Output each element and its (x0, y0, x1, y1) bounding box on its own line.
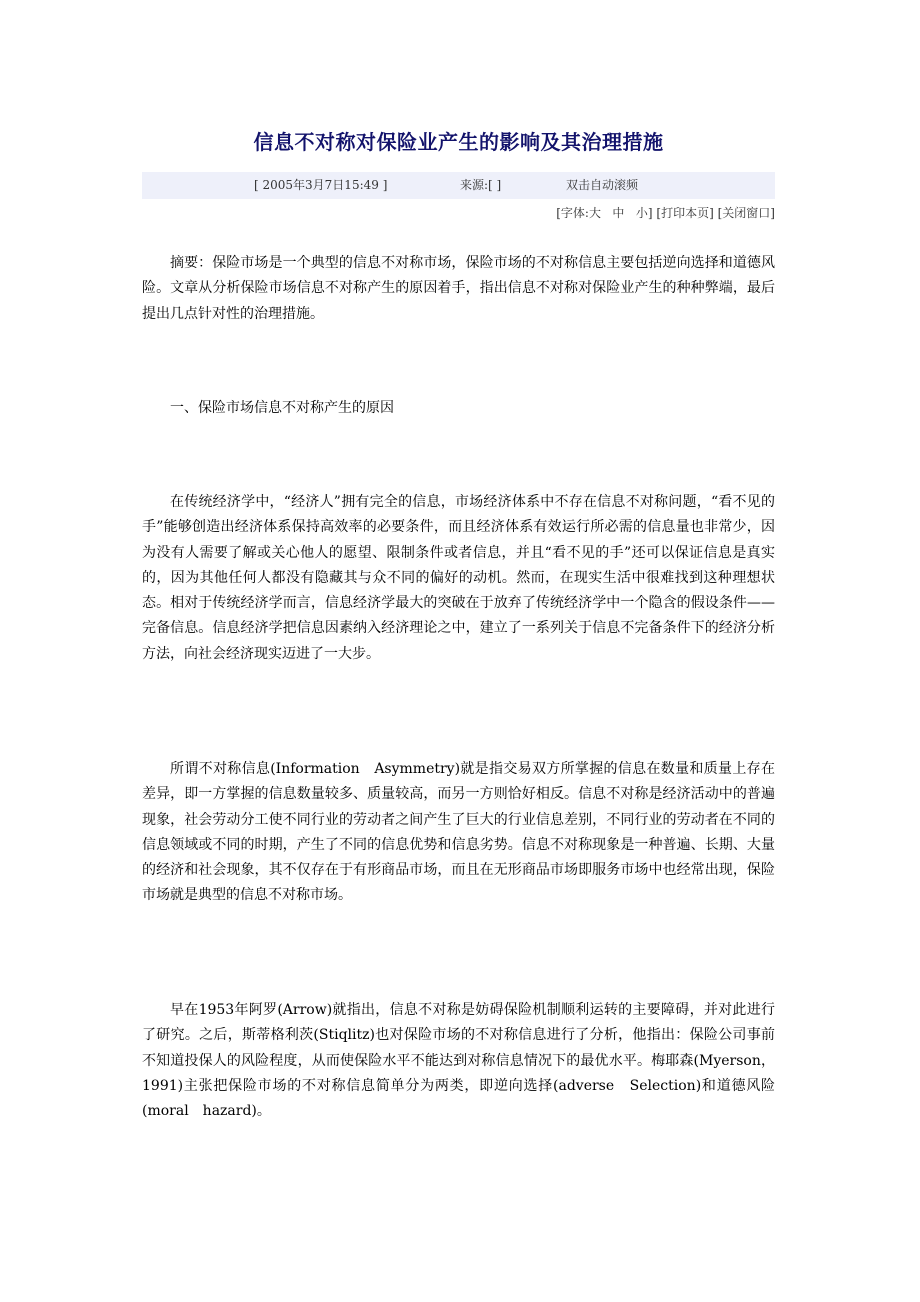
article-title: 信息不对称对保险业产生的影响及其治理措施 (253, 130, 664, 154)
font-small-link[interactable]: 小 (635, 206, 648, 220)
font-size-label: [字体: (556, 206, 589, 220)
article-source: 来源:[ ] (460, 178, 502, 192)
close-window-link[interactable]: [关闭窗口] (717, 206, 775, 220)
abstract-paragraph: 摘要：保险市场是一个典型的信息不对称市场，保险市场的不对称信息主要包括逆向选择和道德风险。文章从分析保险市场信息不对称产生的原因着手，指出信息不对称对保险业产生的种种弊端，最后提出几点针对性的治理措施。 (142, 255, 775, 322)
publish-date: [ 2005年3月7日15:49 ] (254, 178, 388, 192)
body-paragraph-3: 早在1953年阿罗(Arrow)就指出，信息不对称是妨碍保险机制顺利运转的主要障碍，并对此进行了研究。之后，斯蒂格利茨(Stiqlitz)也对保险市场的不对称信息进行了分析，他指出：保险公司事前不知道投保人的风险程度，从而使保险水平不能达到对称信息情况下的最优水平。梅耶森(Myerson，1991)主张把保险市场的不对称信息简单分为两类，即逆向选择(adverse Selection)和道德风险 (moral hazard)。 (142, 1002, 789, 1120)
font-large-link[interactable]: 大 (588, 206, 601, 220)
body-paragraph-1: 在传统经济学中，“经济人”拥有完全的信息，市场经济体系中不存在信息不对称问题，“看不见的手”能够创造出经济体系保持高效率的必要条件，而且经济体系有效运行所必需的信息量也非常少，因为没有人需要了解或关心他人的愿望、限制条件或者信息，并且“看不见的手”还可以保证信息是真实的，因为其他任何人都没有隐藏其与众不同的偏好的动机。然而，在现实生活中很难找到这种理想状态。相对于传统经济学而言，信息经济学最大的突破在于放弃了传统经济学中一个隐含的假设条件——完备信息。信息经济学把信息因素纳入经济理论之中，建立了一系列关于信息不完备条件下的经济分析方法，向社会经济现实迈进了一大步。 (142, 494, 775, 662)
font-medium-link[interactable]: 中 (612, 206, 625, 220)
print-page-link[interactable]: [打印本页] (656, 206, 714, 220)
font-size-close-bracket: ] (647, 206, 653, 220)
article-meta-bar (142, 172, 775, 199)
auto-scroll-hint[interactable]: 双击自动滚频 (566, 178, 639, 192)
body-paragraph-2: 所谓不对称信息(Information Asymmetry)就是指交易双方所掌握的信息在数量和质量上存在差异，即一方掌握的信息数量较多、质量较高，而另一方则恰好相反。信息不对称是经济活动中的普遍现象，社会劳动分工使不同行业的劳动者之间产生了巨大的行业信息差别，不同行业的劳动者在不同的信息领域或不同的时期，产生了不同的信息优势和信息劣势。信息不对称现象是一种普遍、长期、大量的经济和社会现象，其不仅存在于有形商品市场，而且在无形商品市场即服务市场中也经常出现，保险市场就是典型的信息不对称市场。 (142, 761, 775, 904)
article-toolbar (556, 204, 775, 222)
section-heading: 一、保险市场信息不对称产生的原因 (170, 400, 394, 416)
